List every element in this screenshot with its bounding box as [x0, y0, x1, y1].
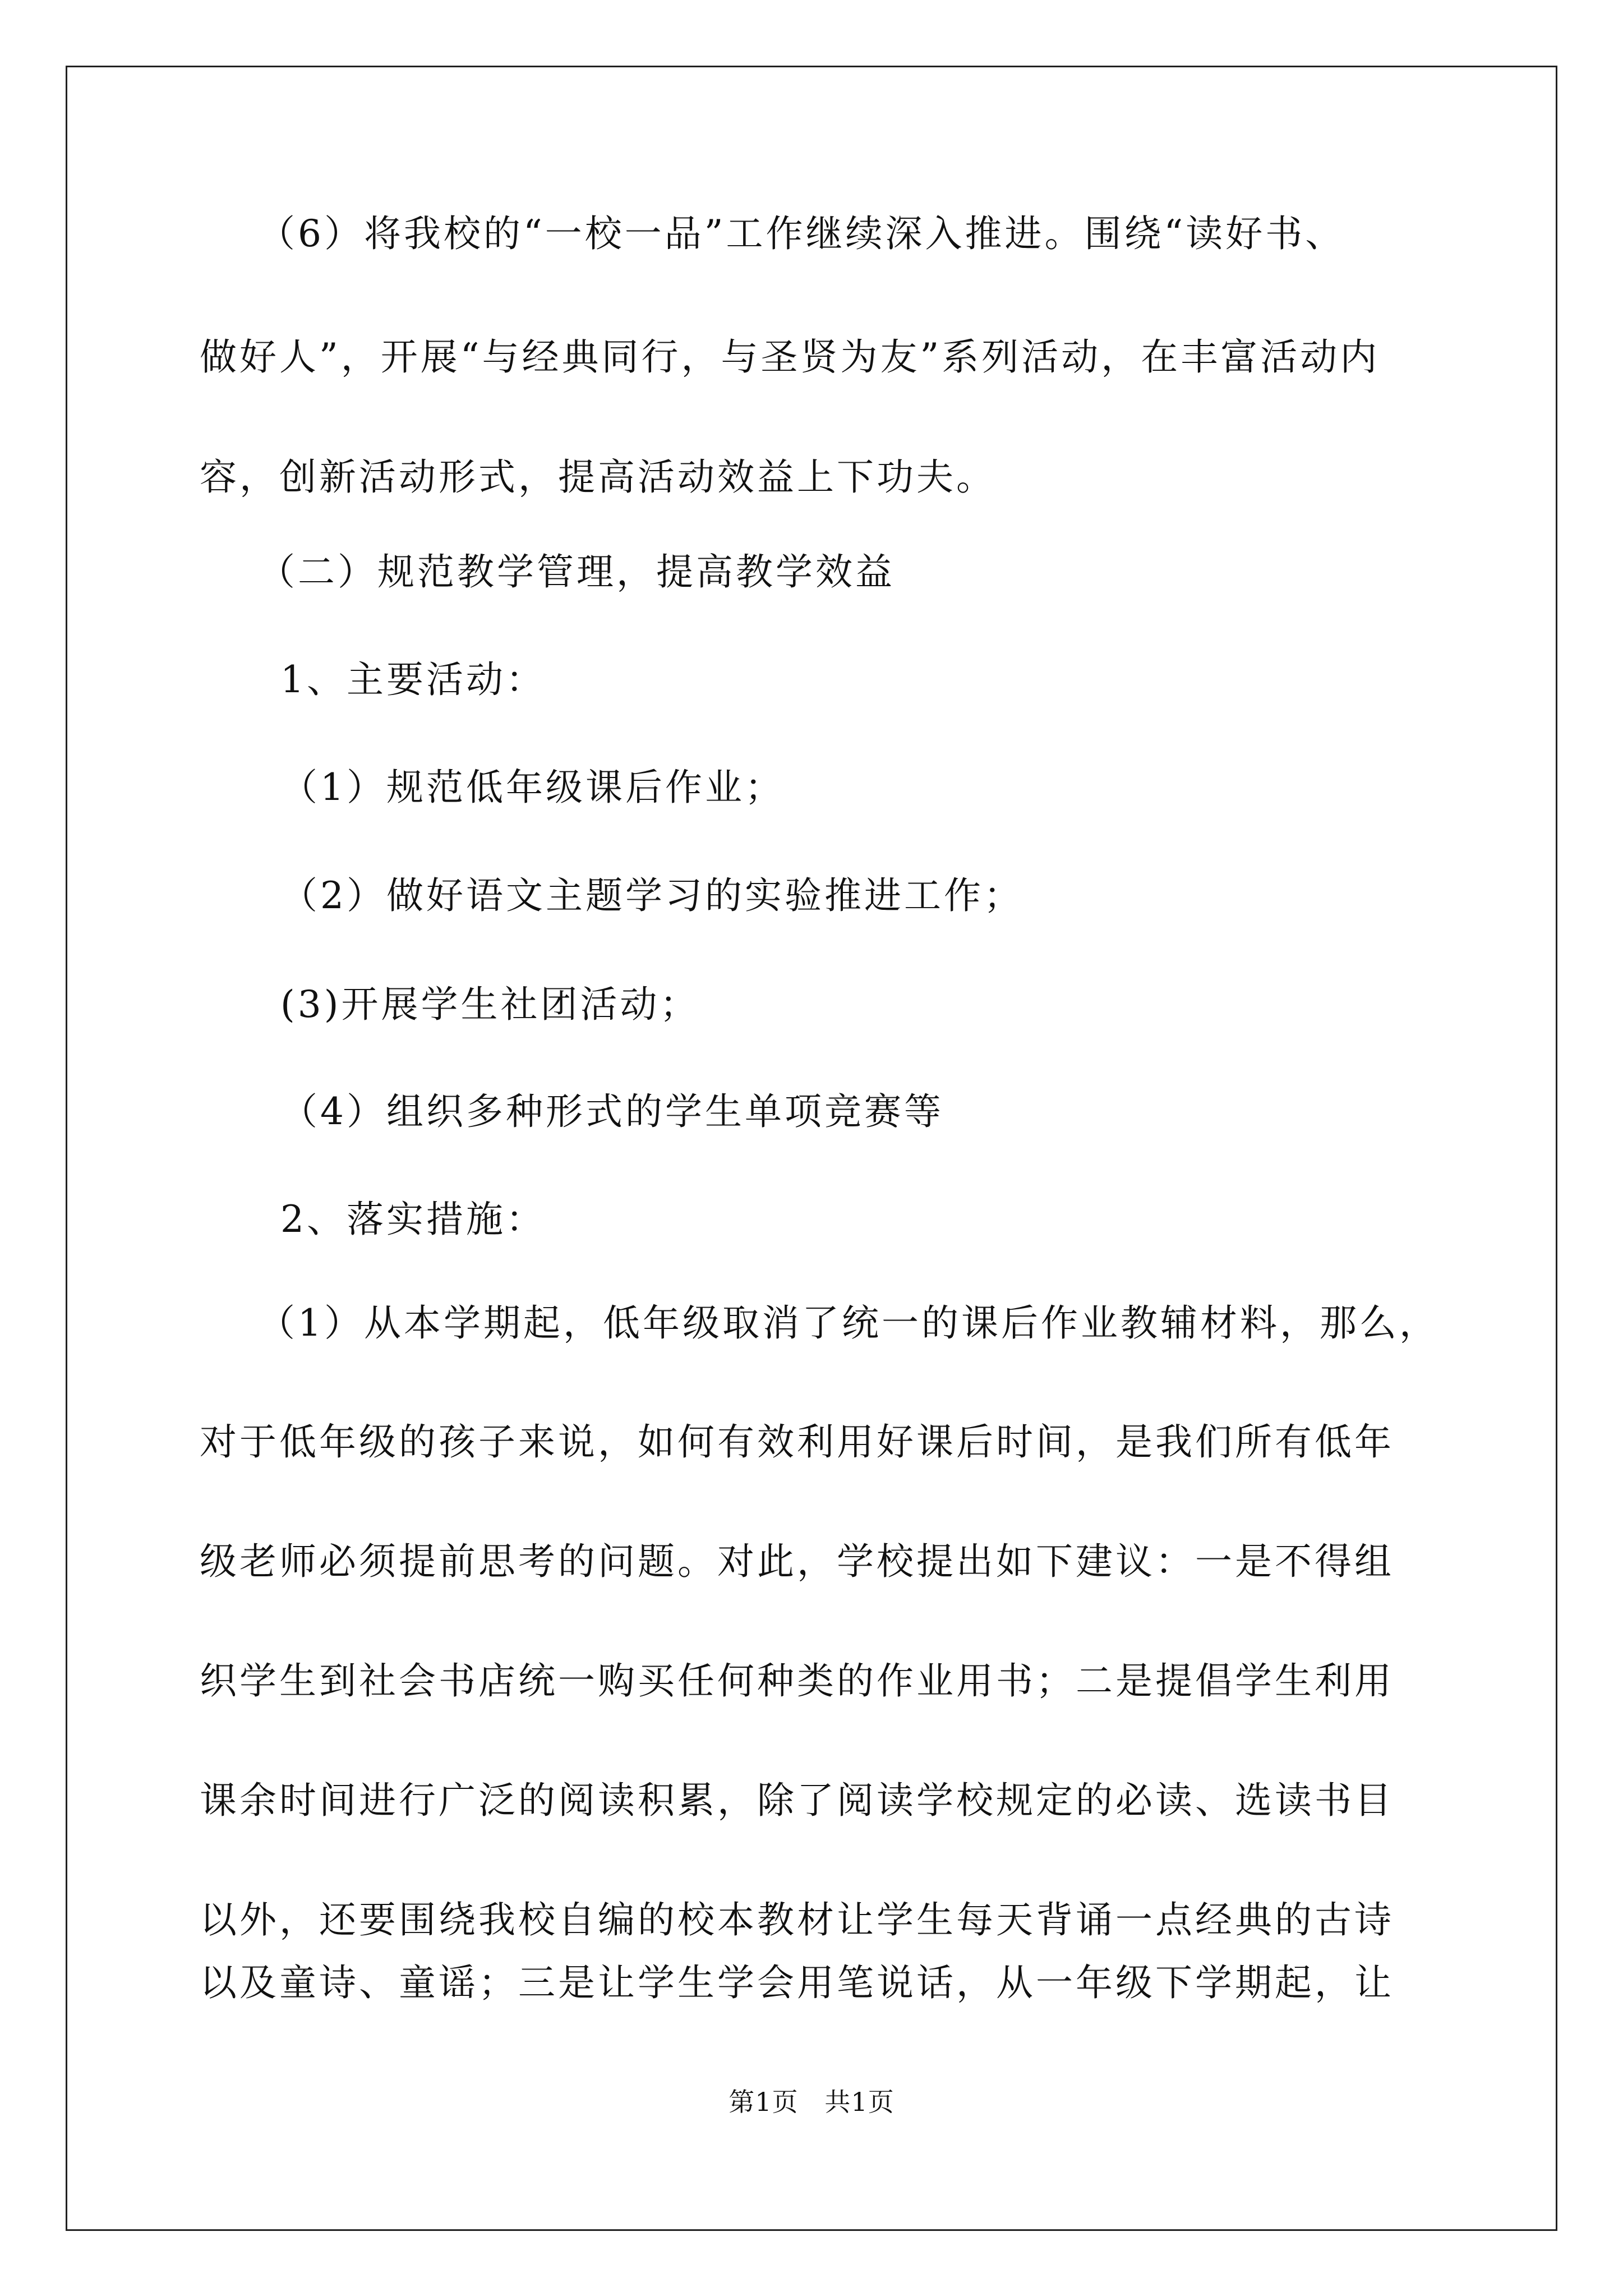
list-item: (3)开展学生社团活动； — [280, 983, 700, 1026]
list-item: （4）组织多种形式的学生单项竞赛等 — [280, 1090, 944, 1133]
paragraph-line: 以外，还要围绕我校自编的校本教材让学生每天背诵一点经典的古诗 — [200, 1898, 1394, 1941]
paragraph-line: 容，创新活动形式，提高活动效益上下功夫。 — [200, 455, 996, 499]
subsection-heading: 2、落实措施： — [280, 1198, 546, 1241]
list-item: （2）做好语文主题学习的实验推进工作； — [280, 874, 1023, 917]
paragraph-line: （6）将我校的“一校一品”工作继续深入推进。围绕“读好书、 — [258, 212, 1345, 255]
paragraph-line: 级老师必须提前思考的问题。对此，学校提出如下建议：一是不得组 — [200, 1540, 1394, 1583]
paragraph-line: （1）从本学期起，低年级取消了统一的课后作业教辅材料，那么， — [258, 1301, 1439, 1345]
paragraph-line: 织学生到社会书店统一购买任何种类的作业用书；二是提倡学生利用 — [200, 1659, 1394, 1703]
subsection-heading: 1、主要活动： — [280, 658, 546, 701]
page-footer: 第1页 共1页 — [728, 2087, 895, 2117]
paragraph-line: 做好人”，开展“与经典同行，与圣贤为友”系列活动，在丰富活动内 — [200, 335, 1380, 379]
paragraph-line: 以及童诗、童谣；三是让学生学会用笔说话，从一年级下学期起，让 — [200, 1961, 1394, 2004]
paragraph-line: 对于低年级的孩子来说，如何有效利用好课后时间，是我们所有低年 — [200, 1420, 1394, 1464]
paragraph-line: 课余时间进行广泛的阅读积累，除了阅读学校规定的必读、选读书目 — [200, 1779, 1394, 1822]
list-item: （1）规范低年级课后作业； — [280, 766, 785, 809]
section-heading: （二）规范教学管理，提高教学效益 — [258, 550, 895, 593]
